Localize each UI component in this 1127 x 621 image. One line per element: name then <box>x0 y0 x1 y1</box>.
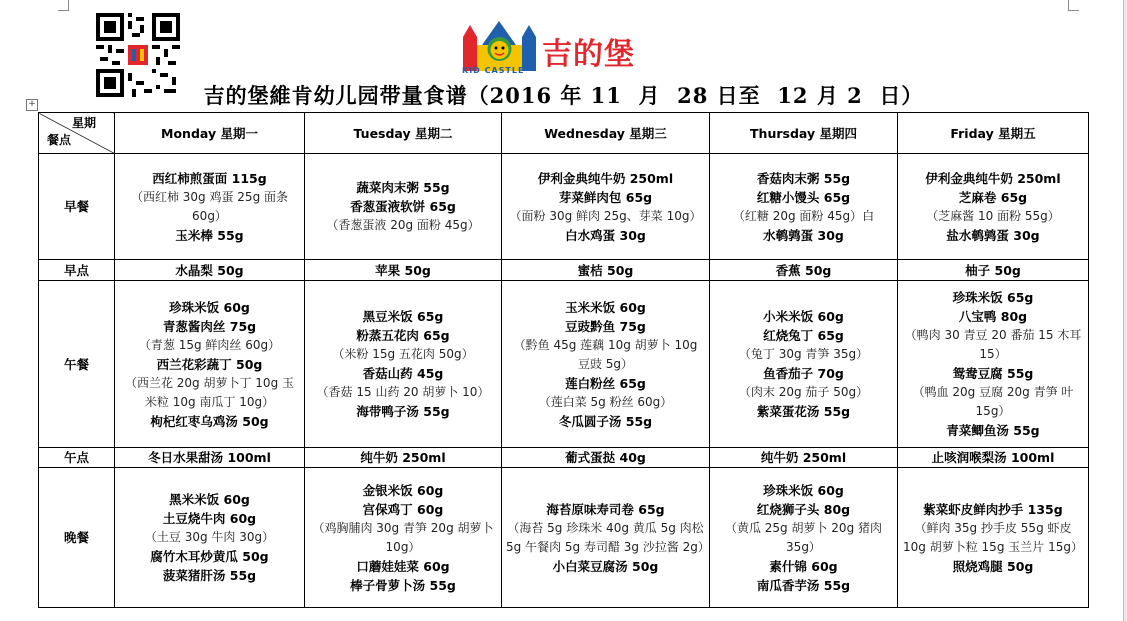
menu-cell <box>305 154 502 260</box>
dish-name: 香菇肉末粥 55g <box>756 170 851 186</box>
menu-cell <box>898 448 1089 468</box>
dish-name: 蔬菜肉末粥 55g <box>356 180 450 195</box>
day-header: Wednesday 星期三 <box>502 113 710 154</box>
meal-row <box>39 468 1089 608</box>
menu-cell <box>305 260 502 281</box>
day-header: Friday 星期五 <box>898 113 1089 154</box>
dish-name: 珍珠米饭 65g <box>952 290 1034 305</box>
dish-name: 芝麻卷 65g <box>958 189 1028 205</box>
menu-cell <box>115 468 305 608</box>
menu-cell <box>898 281 1089 448</box>
dish-name: 蜜桔 50g <box>577 262 634 278</box>
dish-name: 冬瓜圆子汤 55g <box>558 413 653 429</box>
meal-label: 午餐 <box>39 281 115 448</box>
dish-name: 芽菜鲜肉包 65g <box>558 189 653 205</box>
dish-name: 香蕉 50g <box>775 262 832 278</box>
dish-name: 苹果 50g <box>375 262 431 278</box>
page-corner-mark <box>58 0 69 11</box>
dish-name: 粉蒸五花肉 65g <box>356 328 450 343</box>
ingredient-note: （面粉 30g 鲜肉 25g、芽菜 10g） <box>509 208 702 223</box>
menu-cell <box>898 154 1089 260</box>
dish-name: 纯牛奶 250ml <box>760 450 847 465</box>
meal-row <box>39 448 1089 468</box>
day-header: Tuesday 星期二 <box>305 113 502 154</box>
meal-row <box>39 154 1089 260</box>
ingredient-note: （鸭血 20g 豆腐 20g 青笋 叶 15g） <box>912 385 1074 418</box>
ingredient-note: （海苔 5g 珍珠米 40g 黄瓜 5g 肉松 5g 午餐肉 5g 寿司醋 3g 沙拉酱 2g） <box>506 520 710 554</box>
dish-name: 菠菜猪肝汤 55g <box>162 568 257 583</box>
dish-name: 冬日水果甜汤 100ml <box>148 450 271 465</box>
meal-label: 早餐 <box>39 154 115 260</box>
dish-name: 八宝鸭 80g <box>958 309 1028 324</box>
menu-cell <box>115 281 305 448</box>
meal-row <box>39 281 1089 448</box>
dish-name: 香葱蛋液软饼 65g <box>350 199 456 214</box>
ingredient-note: （鸭肉 30 青豆 20 番茄 15 木耳 15） <box>904 328 1082 361</box>
ingredient-note: （鸡胸脯肉 30g 青笋 20g 胡萝卜 10g） <box>312 520 494 554</box>
dish-name: 豆豉黔鱼 75g <box>565 318 646 334</box>
dish-name: 西红柿煎蛋面 115g <box>152 170 267 186</box>
meal-label: 晚餐 <box>39 468 115 608</box>
dish-name: 金银米饭 60g <box>362 482 444 498</box>
dish-name: 红糖小馒头 65g <box>756 189 851 205</box>
ingredient-note: （米粉 15g 五花肉 50g） <box>332 347 474 361</box>
dish-name: 黑米米饭 60g <box>169 492 250 507</box>
corner-header-cell <box>39 113 115 154</box>
menu-cell <box>305 448 502 468</box>
ingredient-note: （莲白菜 5g 粉丝 60g） <box>538 394 673 409</box>
dish-name: 海带鸭子汤 55g <box>356 404 450 419</box>
dish-name: 珍珠米饭 60g <box>169 299 250 315</box>
dish-name: 南瓜香芋汤 55g <box>756 577 851 593</box>
ingredient-note: （芝麻酱 10 面粉 55g） <box>926 208 1060 223</box>
logo-sub-text: KID CASTLE <box>462 66 525 75</box>
day-header: Thursday 星期四 <box>710 113 898 154</box>
dish-name: 伊利金典纯牛奶 250ml <box>537 170 674 186</box>
table-move-handle-icon[interactable]: + <box>26 99 38 111</box>
dish-name: 红烧狮子头 80g <box>756 501 851 517</box>
dish-name: 水晶梨 50g <box>175 262 244 278</box>
menu-cell <box>710 154 898 260</box>
dish-name: 柚子 50g <box>965 262 1021 278</box>
corner-week-label: 星期 <box>71 116 96 130</box>
dish-name: 紫菜蛋花汤 55g <box>756 404 851 419</box>
dish-name: 玉米米饭 60g <box>565 299 646 315</box>
ingredient-note: （黄瓜 25g 胡萝卜 20g 猪肉 35g） <box>724 520 883 554</box>
dish-name: 小白菜豆腐汤 50g <box>552 558 659 574</box>
dish-name: 止咳润喉梨汤 100ml <box>931 450 1055 465</box>
dish-name: 鱼香茄子 70g <box>763 366 844 381</box>
ingredient-note: （黔鱼 45g 莲藕 10g 胡萝卜 10g 豆豉 5g） <box>513 337 698 371</box>
dish-name: 伊利金典纯牛奶 250ml <box>925 170 1061 186</box>
meal-label: 午点 <box>39 448 115 468</box>
dish-name: 鸳鸯豆腐 55g <box>952 366 1034 381</box>
dish-name: 棒子骨萝卜汤 55g <box>350 577 456 593</box>
header-row <box>39 113 1089 154</box>
menu-cell <box>305 468 502 608</box>
dish-name: 土豆烧牛肉 60g <box>162 511 257 526</box>
ingredient-note: （兔丁 30g 青笋 35g） <box>738 347 869 361</box>
ingredient-note: （肉末 20g 茄子 50g） <box>738 385 869 399</box>
ingredient-note: （西兰花 20g 胡萝卜丁 10g 玉米粒 10g 南瓜丁 10g） <box>124 375 295 409</box>
dish-name: 白水鸡蛋 30g <box>565 227 646 243</box>
dish-name: 葡式蛋挞 40g <box>565 450 646 465</box>
dish-name: 青菜鲫鱼汤 55g <box>946 423 1040 438</box>
dish-name: 珍珠米饭 60g <box>763 482 844 498</box>
weekly-menu-table <box>38 112 1089 608</box>
menu-cell <box>502 260 710 281</box>
dish-name: 照烧鸡腿 50g <box>952 558 1034 574</box>
menu-cell <box>710 281 898 448</box>
menu-cell <box>305 281 502 448</box>
dish-name: 枸杞红枣乌鸡汤 50g <box>150 413 269 429</box>
dish-name: 腐竹木耳炒黄瓜 50g <box>150 549 269 564</box>
dish-name: 玉米棒 55g <box>175 227 244 243</box>
dish-name: 西兰花彩蔬丁 50g <box>156 356 263 372</box>
dish-name: 盐水鹌鹑蛋 30g <box>946 227 1040 243</box>
dish-name: 红烧兔丁 65g <box>763 328 844 343</box>
dish-name: 宫保鸡丁 60g <box>362 501 444 517</box>
menu-cell <box>502 154 710 260</box>
dish-name: 纯牛奶 250ml <box>360 450 446 465</box>
menu-cell <box>898 468 1089 608</box>
page-corner-mark <box>1068 0 1079 11</box>
menu-title: 吉的堡維肯幼儿园带量食谱（2016 年 11 月 28 日至 12 月 2 日） <box>203 83 924 108</box>
menu-cell <box>898 260 1089 281</box>
dish-name: 素什锦 60g <box>769 558 838 574</box>
kid-castle-logo <box>460 15 670 77</box>
menu-cell <box>115 260 305 281</box>
dish-name: 香菇山药 45g <box>362 366 444 381</box>
menu-cell <box>710 448 898 468</box>
dish-name: 小米米饭 60g <box>763 309 844 324</box>
ingredient-note: （青葱 15g 鲜肉丝 60g） <box>138 337 281 352</box>
menu-cell <box>502 281 710 448</box>
corner-meal-label: 餐点 <box>47 133 72 147</box>
dish-name: 莲白粉丝 65g <box>565 375 646 391</box>
dish-name: 海苔原味寿司卷 65g <box>546 501 665 517</box>
meal-label: 早点 <box>39 260 115 281</box>
menu-cell <box>115 448 305 468</box>
ingredient-note: （土豆 30g 牛肉 30g） <box>144 530 275 544</box>
ingredient-note: （香菇 15 山药 20 胡萝卜 10） <box>316 385 490 399</box>
menu-cell <box>502 468 710 608</box>
menu-cell <box>502 448 710 468</box>
dish-name: 青葱酱肉丝 75g <box>162 318 257 334</box>
menu-cell <box>710 468 898 608</box>
ingredient-note: （香葱蛋液 20g 面粉 45g） <box>326 218 480 232</box>
ingredient-note: （西红柿 30g 鸡蛋 25g 面条 60g） <box>130 189 289 223</box>
ingredient-note: （红糖 20g 面粉 45g）白 <box>732 208 875 223</box>
day-header: Monday 星期一 <box>115 113 305 154</box>
menu-cell <box>710 260 898 281</box>
dish-name: 口蘑娃娃菜 60g <box>356 558 450 574</box>
ingredient-note: （鲜肉 35g 抄手皮 55g 虾皮 10g 胡萝卜粒 15g 玉兰片 15g） <box>903 520 1083 554</box>
meal-row <box>39 260 1089 281</box>
dish-name: 黑豆米饭 65g <box>362 309 444 324</box>
logo-brand-text: 吉的堡 <box>542 37 635 72</box>
dish-name: 水鹌鹑蛋 30g <box>763 227 844 243</box>
dish-name: 紫菜虾皮鲜肉抄手 135g <box>923 501 1063 517</box>
menu-cell <box>115 154 305 260</box>
